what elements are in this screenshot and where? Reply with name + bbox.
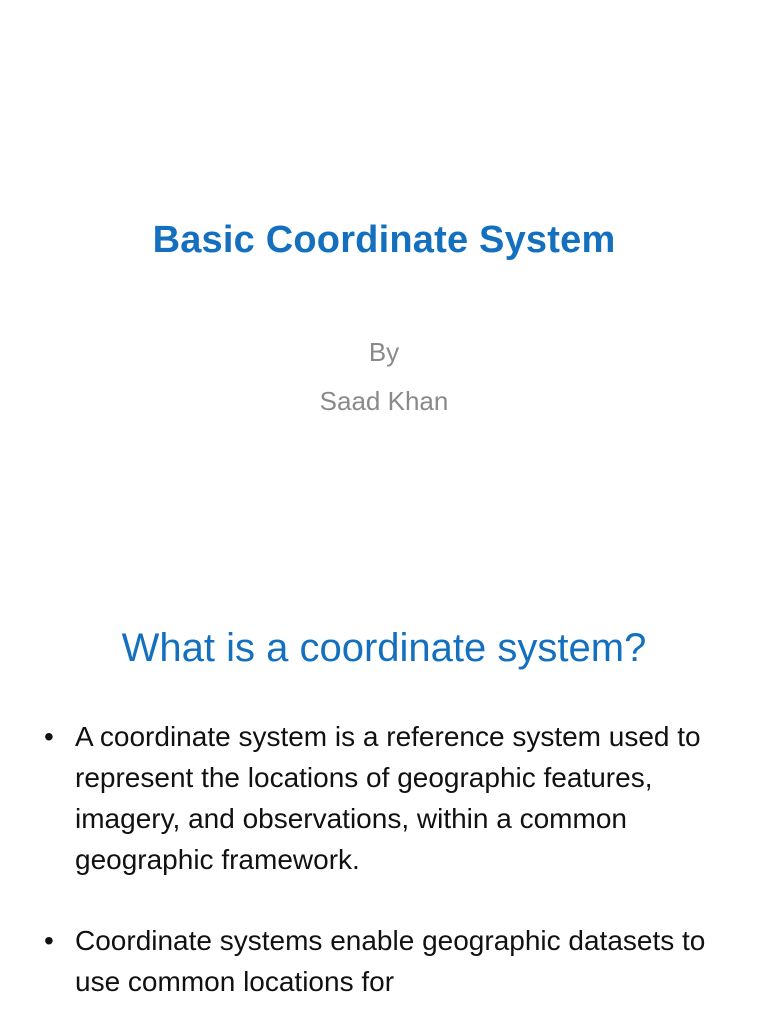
bullet-text: Coordinate systems enable geographic datasets to use common locations for — [75, 925, 706, 997]
bullet-item — [44, 920, 724, 1002]
subtitle-by: By — [368, 337, 400, 367]
bullet-text: A coordinate system is a reference system used to represent the locations of geographic features, imagery, and observations, within a common geographic framework. — [75, 721, 701, 875]
bullet-dot-icon: • — [44, 925, 54, 956]
slide-heading: What is a coordinate system? — [121, 626, 647, 670]
slide-title: Basic Coordinate System — [152, 219, 616, 261]
bullet-list — [44, 716, 724, 1024]
author-name: Saad Khan — [319, 386, 449, 416]
bullet-dot-icon: • — [44, 721, 54, 752]
bullet-item — [44, 716, 724, 880]
content-slide — [0, 576, 768, 1024]
